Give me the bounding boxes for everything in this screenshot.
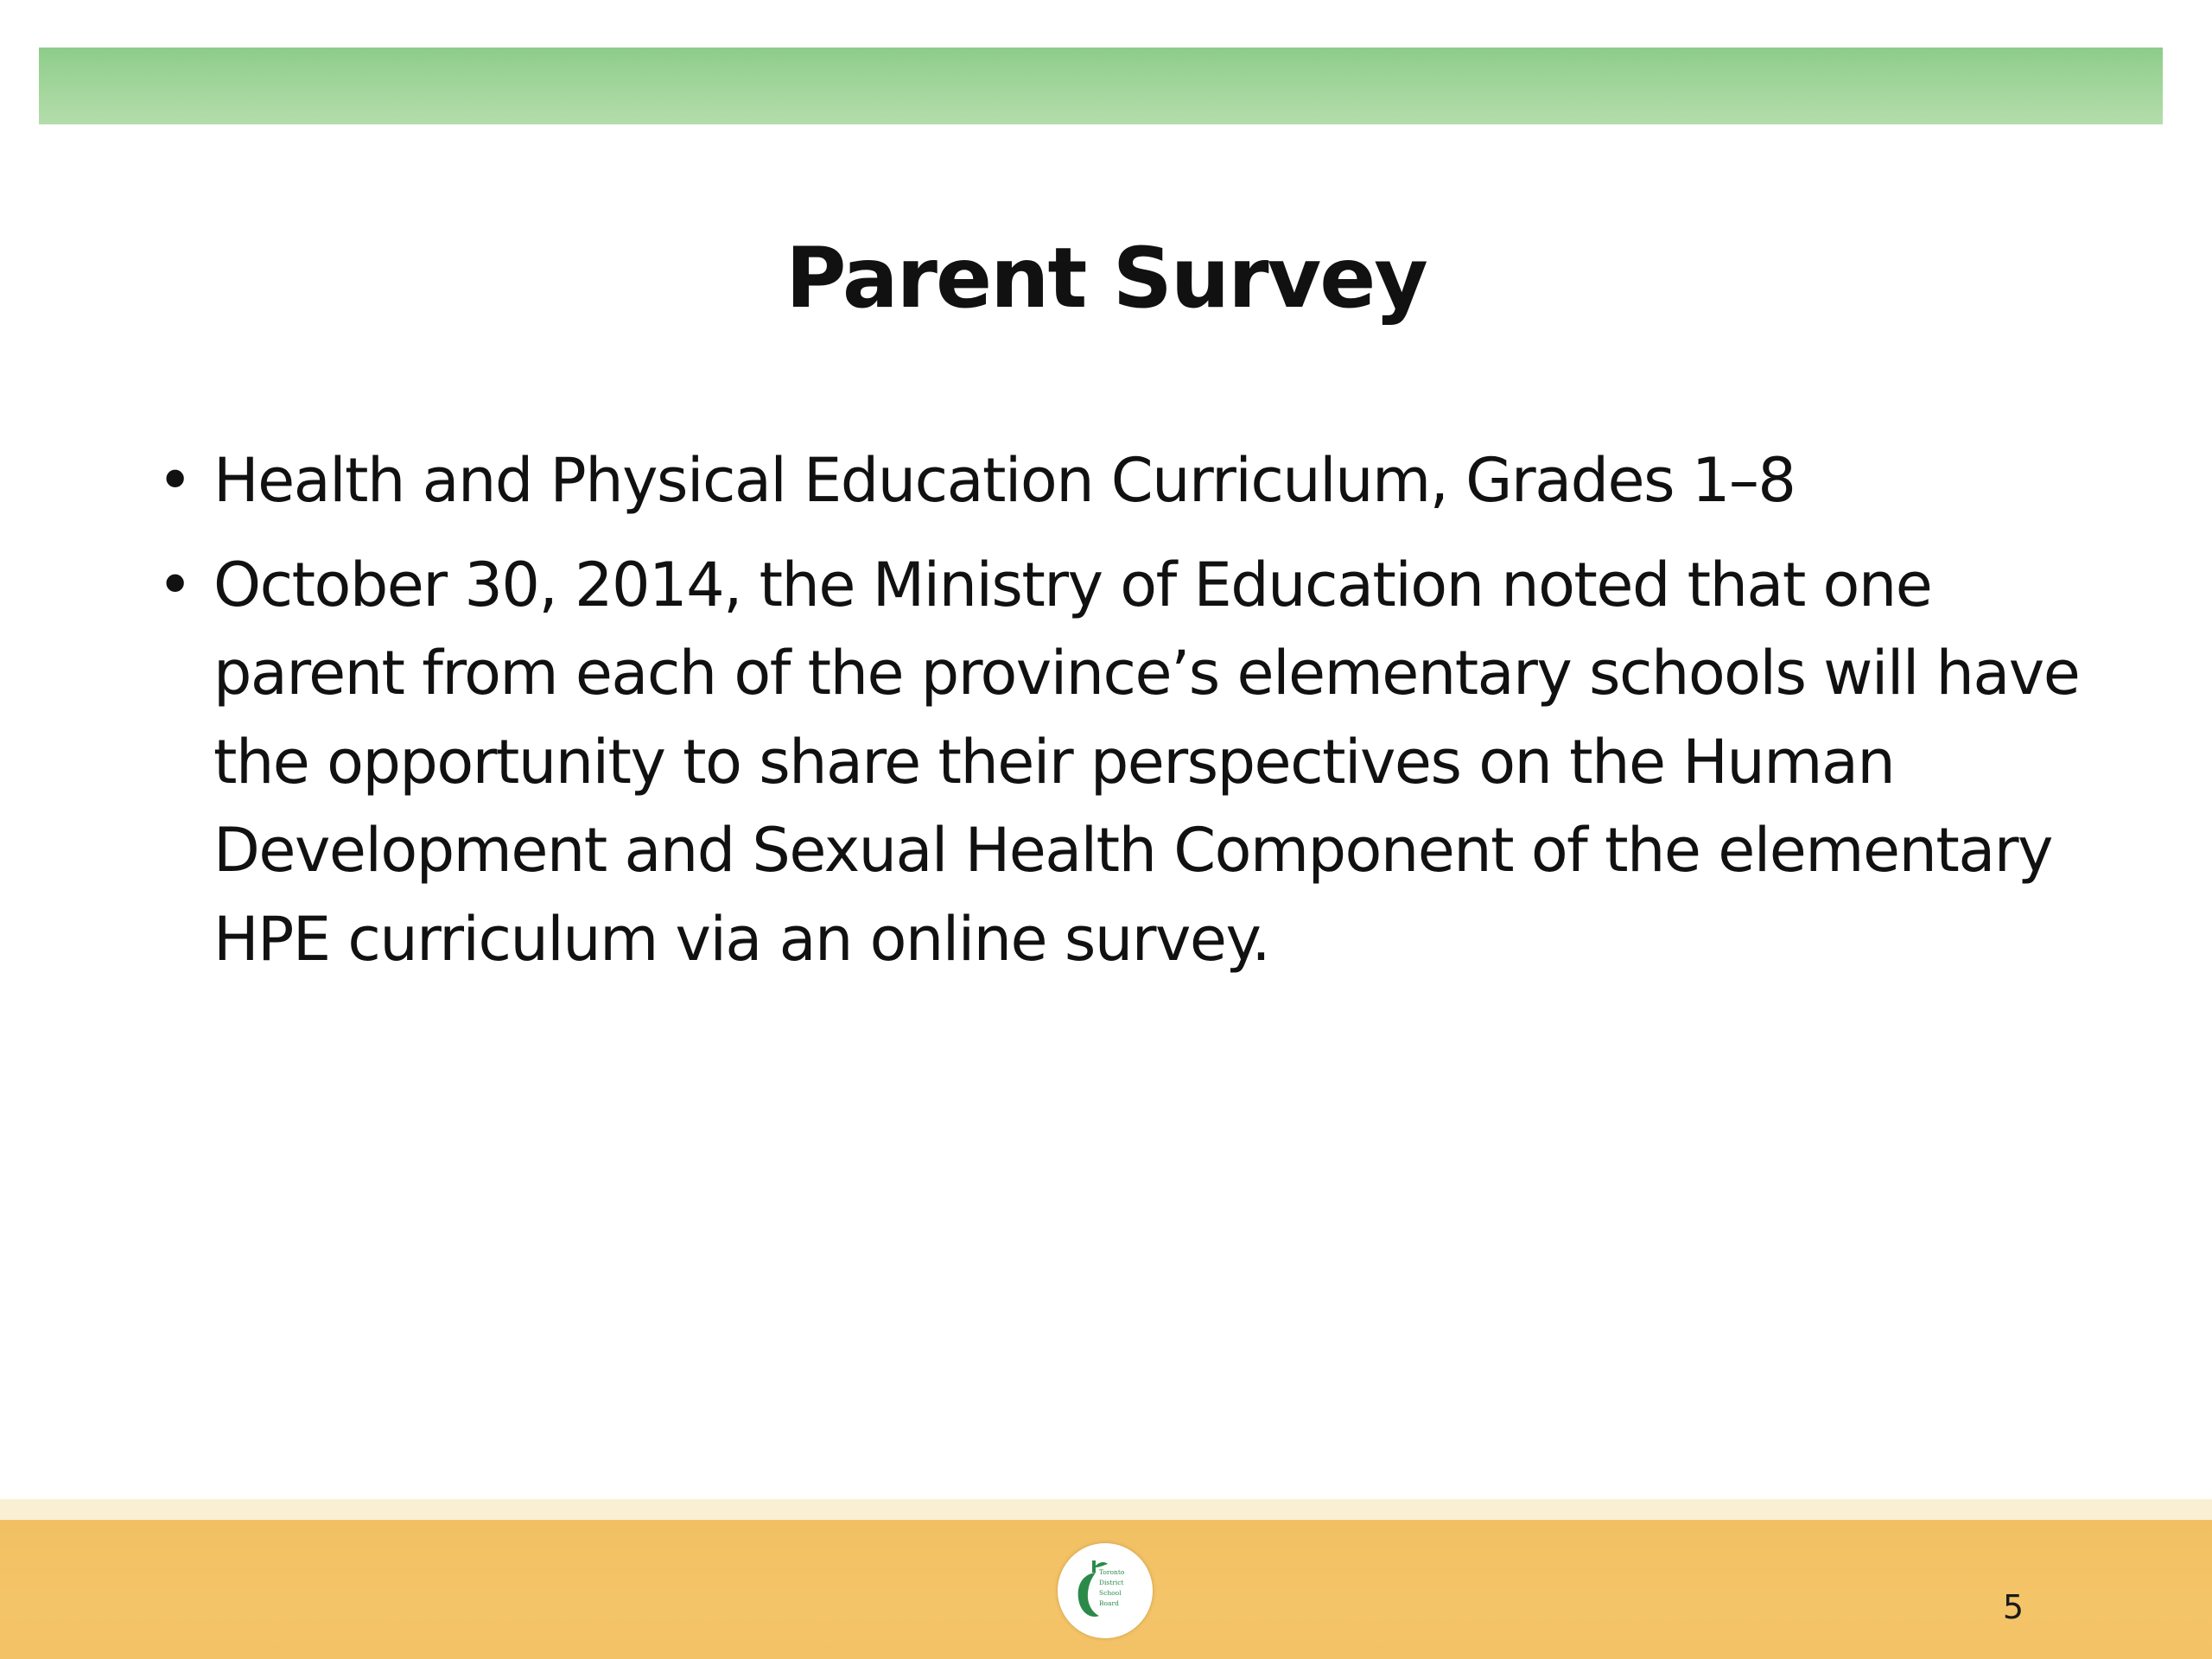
page-number: 5: [2002, 1588, 2024, 1626]
bullet-item-2: [157, 541, 2093, 984]
school-board-logo: [1058, 1543, 1153, 1638]
slide-title: Parent Survey: [785, 230, 1427, 327]
bullet-marker: •: [157, 445, 192, 516]
bullet-text: October 30, 2014, the Ministry of Education noted that one parent from each of the province’s elementary schools will have the opportunity to share their perspectives on the Human Development and Sexual Health Component of the elementary HPE curriculum via an online survey.: [213, 549, 2080, 975]
logo-line: Board: [1099, 1599, 1119, 1607]
bullet-marker: •: [157, 549, 192, 620]
logo-line: District: [1099, 1579, 1124, 1586]
bullet-list: [157, 436, 2093, 999]
bullet-item-1: [157, 436, 2093, 525]
logo-line: Toronto: [1099, 1568, 1125, 1576]
top-header-bar: [39, 48, 2163, 124]
logo-line: School: [1099, 1589, 1122, 1597]
footer-highlight-strip: [0, 1499, 2212, 1520]
bullet-text: Health and Physical Education Curriculum, Grades 1–8: [213, 445, 1796, 516]
logo-wordmark: [1099, 1567, 1142, 1609]
